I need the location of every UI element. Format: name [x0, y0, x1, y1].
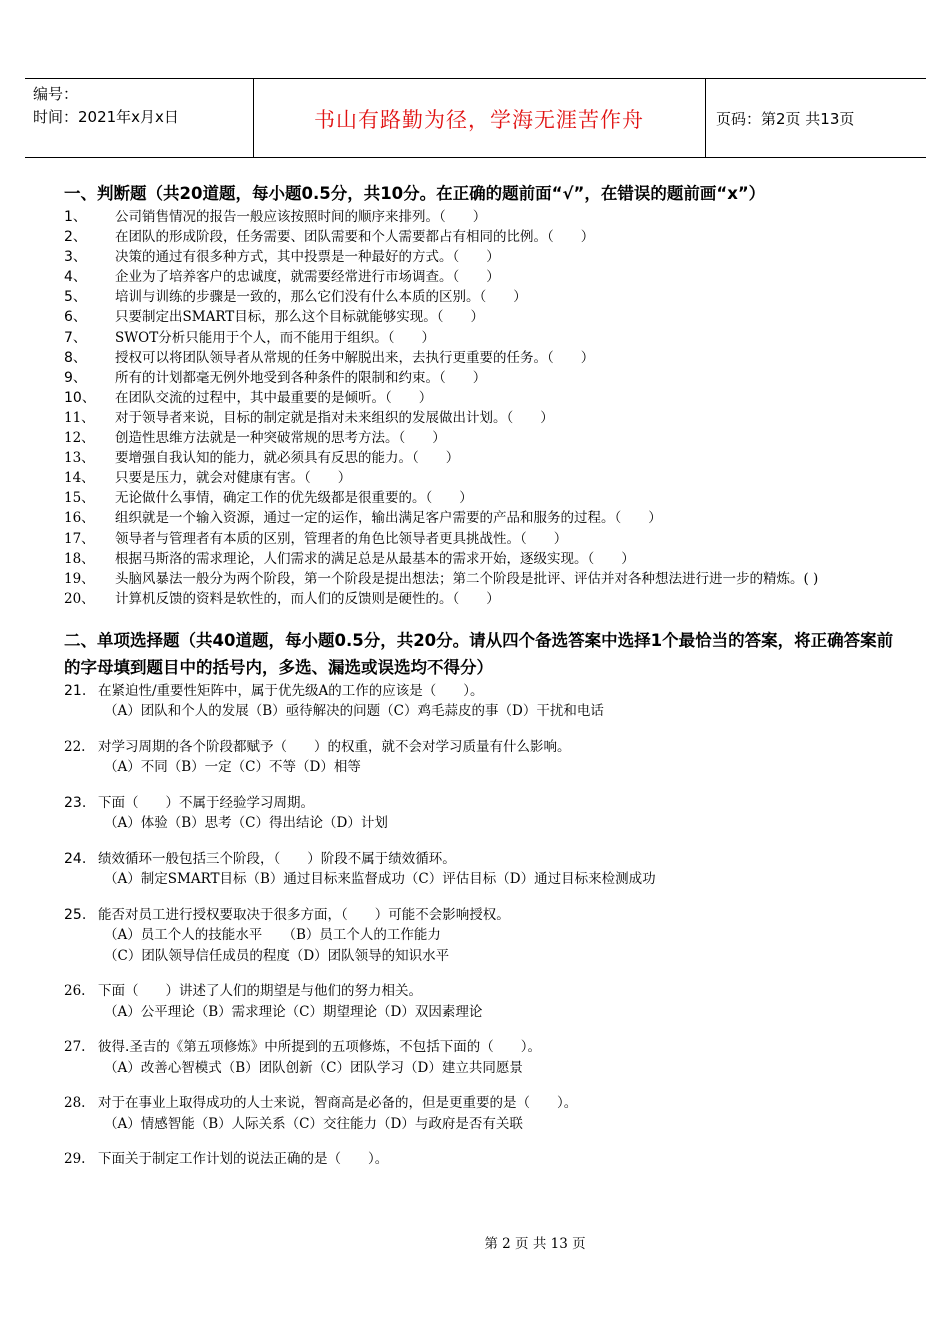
- mc-question: [64, 849, 894, 890]
- tf-question: [64, 589, 894, 609]
- question-text: 下面关于制定工作计划的说法正确的是（ ）。: [98, 1151, 389, 1168]
- question-text: 根据马斯洛的需求理论，人们需求的满足总是从最基本的需求开始，逐级实现。（ ）: [115, 550, 635, 567]
- page-header: [25, 78, 926, 158]
- question-text: 决策的通过有很多种方式，其中投票是一种最好的方式。（ ）: [115, 249, 500, 266]
- question-text: 在紧迫性/重要性矩阵中，属于优先级A的工作的应该是（ ）。: [98, 682, 484, 699]
- question-number: 4、: [64, 269, 87, 286]
- mc-question: [64, 681, 894, 722]
- answer-options: （A）团队和个人的发展（B）亟待解决的问题（C）鸡毛蒜皮的事（D）干扰和电话: [104, 703, 604, 720]
- document-body: [64, 180, 894, 1170]
- question-text: 只要制定出SMART目标，那么这个目标就能够实现。（ ）: [115, 309, 485, 326]
- multiple-choice-list: [64, 681, 894, 1170]
- answer-options: （A）不同（B）一定（C）不等（D）相等: [104, 759, 361, 776]
- question-number: 18、: [64, 550, 95, 567]
- tf-question: [64, 328, 894, 348]
- tf-question: [64, 408, 894, 428]
- question-text: 绩效循环一般包括三个阶段，（ ）阶段不属于绩效循环。: [98, 850, 456, 867]
- question-text: 所有的计划都毫无例外地受到各种条件的限制和约束。（ ）: [115, 369, 487, 386]
- question-number: 9、: [64, 369, 87, 386]
- question-number: 12、: [64, 430, 95, 447]
- answer-options: （A）体验（B）思考（C）得出结论（D）计划: [104, 815, 388, 832]
- question-text: 只要是压力，就会对健康有害。（ ）: [115, 470, 352, 487]
- question-number: 20、: [64, 590, 95, 607]
- question-stem: [64, 905, 894, 926]
- question-text: SWOT分析只能用于个人，而不能用于组织。（ ）: [115, 329, 435, 346]
- question-text: 领导者与管理者有本质的区别，管理者的角色比领导者更具挑战性。（ ）: [115, 530, 568, 547]
- question-stem: [64, 1149, 894, 1170]
- question-number: 13、: [64, 450, 95, 467]
- question-number: 29.: [64, 1151, 86, 1168]
- question-stem: [64, 1093, 894, 1114]
- tf-question: [64, 569, 894, 589]
- question-text: 对于领导者来说，目标的制定就是指对未来组织的发展做出计划。（ ）: [115, 409, 554, 426]
- question-number: 1、: [64, 209, 87, 225]
- question-text: 无论做什么事情，确定工作的优先级都是很重要的。（ ）: [115, 490, 473, 507]
- question-number: 5、: [64, 289, 87, 306]
- question-number: 24.: [64, 850, 87, 867]
- answer-options: （C）团队领导信任成员的程度（D）团队领导的知识水平: [104, 947, 450, 964]
- tf-question: [64, 428, 894, 448]
- question-text: 授权可以将团队领导者从常规的任务中解脱出来，去执行更重要的任务。（ ）: [115, 349, 595, 366]
- answer-options: （A）改善心智模式（B）团队创新（C）团队学习（D）建立共同愿景: [104, 1059, 523, 1076]
- tf-question: [64, 247, 894, 267]
- tf-question: [64, 307, 894, 327]
- question-stem: [64, 681, 894, 702]
- motto: 书山有路勤为径，学海无涯苦作舟: [314, 108, 644, 132]
- tf-question: [64, 267, 894, 287]
- tf-question: [64, 348, 894, 368]
- question-number: 16、: [64, 510, 95, 527]
- question-number: 7、: [64, 329, 87, 346]
- question-text: 企业为了培养客户的忠诚度，就需要经常进行市场调查。（ ）: [115, 269, 500, 286]
- mc-question: [64, 905, 894, 967]
- question-number: 17、: [64, 530, 95, 547]
- tf-question: [64, 529, 894, 549]
- question-text: 头脑风暴法一般分为两个阶段，第一个阶段是提出想法；第二个阶段是批评、评估并对各种想法进行进一步的精炼。( ): [115, 570, 819, 587]
- serial-label: 编号：: [33, 85, 79, 103]
- mc-question: [64, 793, 894, 834]
- question-number: 21.: [64, 682, 87, 699]
- answer-options: （A）制定SMART目标（B）通过目标来监督成功（C）评估目标（D）通过目标来检测成功: [104, 871, 656, 888]
- tf-question: [64, 207, 894, 227]
- question-text: 下面（ ）不属于经验学习周期。: [98, 794, 314, 811]
- question-number: 26.: [64, 983, 86, 1000]
- question-text: 在团队的形成阶段，任务需要、团队需要和个人需要都占有相同的比例。（ ）: [115, 229, 595, 246]
- header-left-cell: [25, 79, 254, 157]
- answer-options: （A）员工个人的技能水平 （B）员工个人的工作能力: [104, 927, 441, 944]
- section-1-title: 一、判断题（共20道题，每小题0.5分，共10分。在正确的题前面“√”，在错误的题前画“x”）: [64, 184, 766, 203]
- answer-options: （A）情感智能（B）人际关系（C）交往能力（D）与政府是否有关联: [104, 1115, 523, 1132]
- header-right-cell: [706, 79, 926, 157]
- mc-question: [64, 981, 894, 1022]
- question-number: 2、: [64, 229, 87, 246]
- question-text: 下面（ ）讲述了人们的期望是与他们的努力相关。: [98, 983, 422, 1000]
- question-number: 23.: [64, 794, 87, 811]
- question-text: 计算机反馈的资料是软性的，而人们的反馈则是硬性的。（ ）: [115, 590, 500, 607]
- question-number: 22.: [64, 738, 86, 755]
- true-false-list: [64, 207, 894, 609]
- page-footer: 第 2 页 共 13 页: [484, 1236, 586, 1252]
- question-stem: [64, 737, 894, 758]
- question-number: 8、: [64, 349, 87, 366]
- mc-question: [64, 1149, 894, 1170]
- tf-question: [64, 448, 894, 468]
- tf-question: [64, 287, 894, 307]
- question-text: 培训与训练的步骤是一致的，那么它们没有什么本质的区别。（ ）: [115, 289, 527, 306]
- tf-question: [64, 468, 894, 488]
- question-number: 19、: [64, 570, 95, 587]
- question-number: 6、: [64, 309, 87, 326]
- question-text: 组织就是一个输入资源，通过一定的运作，输出满足客户需要的产品和服务的过程。（ ）: [115, 510, 662, 527]
- question-stem: [64, 981, 894, 1002]
- question-number: 3、: [64, 249, 87, 266]
- question-text: 对学习周期的各个阶段都赋予（ ）的权重，就不会对学习质量有什么影响。: [98, 738, 571, 755]
- mc-question: [64, 1093, 894, 1134]
- mc-question: [64, 737, 894, 778]
- tf-question: [64, 508, 894, 528]
- section-2-title: 二、单项选择题（共40道题，每小题0.5分，共20分。请从四个备选答案中选择1个最恰当的答案，将正确答案前的字母填到题目中的括号内，多选、漏选或误选均不得分）: [64, 630, 894, 677]
- tf-question: [64, 488, 894, 508]
- mc-question: [64, 1037, 894, 1078]
- tf-question: [64, 549, 894, 569]
- answer-options: （A）公平理论（B）需求理论（C）期望理论（D）双因素理论: [104, 1003, 483, 1020]
- question-number: 15、: [64, 490, 95, 507]
- question-text: 彼得.圣吉的《第五项修炼》中所提到的五项修炼，不包括下面的（ ）。: [98, 1039, 542, 1056]
- tf-question: [64, 388, 894, 408]
- question-number: 27.: [64, 1039, 86, 1056]
- question-stem: [64, 1037, 894, 1058]
- question-number: 11、: [64, 409, 95, 426]
- question-text: 对于在事业上取得成功的人士来说，智商高是必备的，但是更重要的是（ ）。: [98, 1095, 578, 1112]
- question-number: 14、: [64, 470, 95, 487]
- question-stem: [64, 849, 894, 870]
- question-text: 公司销售情况的报告一般应该按照时间的顺序来排列。（ ）: [115, 209, 487, 225]
- question-text: 能否对员工进行授权要取决于很多方面，（ ）可能不会影响授权。: [98, 906, 510, 923]
- page-info: 页码：第2页 共13页: [716, 110, 855, 128]
- question-number: 10、: [64, 389, 96, 406]
- question-text: 在团队交流的过程中，其中最重要的是倾听。（ ）: [115, 389, 433, 406]
- question-number: 28.: [64, 1095, 86, 1112]
- header-middle-cell: [253, 79, 706, 157]
- question-stem: [64, 793, 894, 814]
- question-text: 要增强自我认知的能力，就必须具有反思的能力。（ ）: [115, 450, 460, 467]
- tf-question: [64, 227, 894, 247]
- question-text: 创造性思维方法就是一种突破常规的思考方法。（ ）: [115, 430, 446, 447]
- question-number: 25.: [64, 906, 87, 923]
- time-label: 时间：2021年x月x日: [33, 108, 179, 126]
- tf-question: [64, 368, 894, 388]
